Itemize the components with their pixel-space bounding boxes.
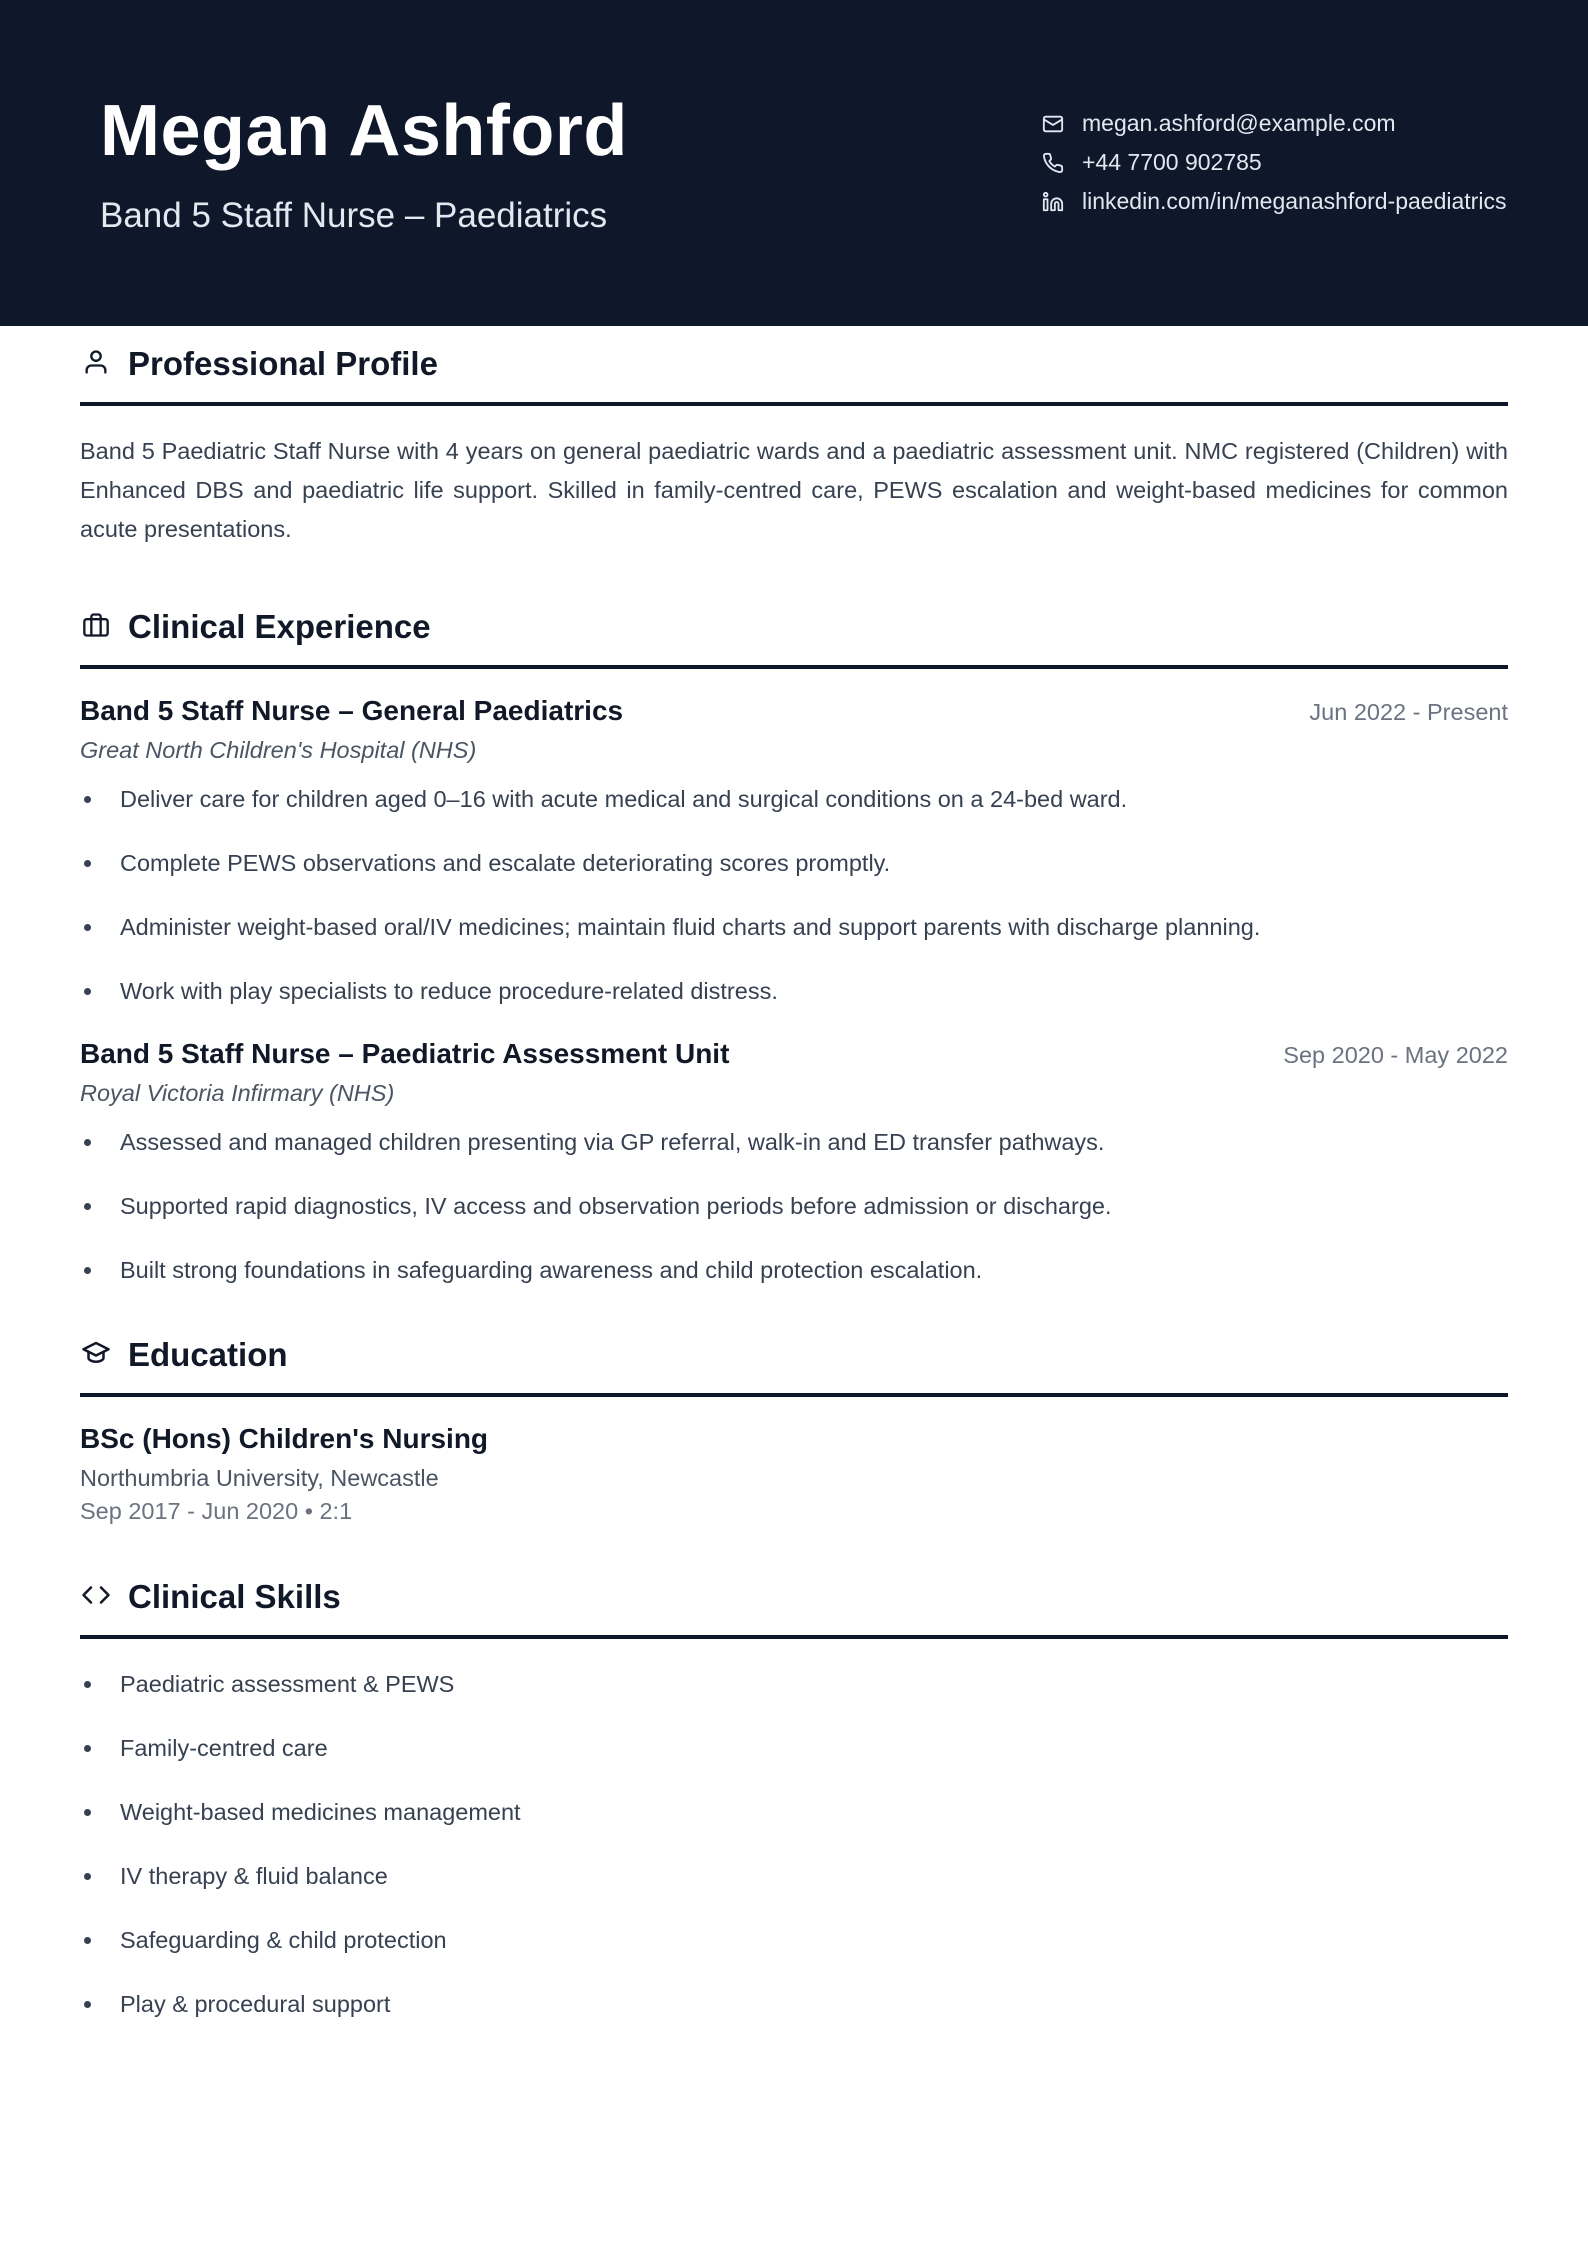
- section-title: Clinical Skills: [128, 1578, 341, 1615]
- section-title: Professional Profile: [128, 345, 438, 382]
- section-header: [80, 1559, 1508, 1639]
- profile-summary: Band 5 Paediatric Staff Nurse with 4 years on general paediatric wards and a paediatric assessment unit. NMC registered (Children) with Enhanced DBS and paediatric life support. Skilled in family-centred care, PEWS escalation and weight-based medicines for common acute presentations.: [80, 438, 1508, 542]
- list-item: Built strong foundations in safeguarding awareness and child protection escalation.: [80, 1253, 1508, 1287]
- job-role: Band 5 Staff Nurse – General Paediatrics: [80, 695, 624, 726]
- contact-phone[interactable]: [1040, 143, 1506, 182]
- list-item: Weight-based medicines management: [80, 1795, 1508, 1829]
- skills-section: [80, 1559, 1508, 2021]
- list-item: Complete PEWS observations and escalate deteriorating scores promptly.: [80, 846, 1508, 880]
- phone-text[interactable]: +44 7700 902785: [1082, 149, 1262, 175]
- resume-header: [0, 0, 1588, 326]
- contact-email[interactable]: [1040, 104, 1506, 143]
- list-item: IV therapy & fluid balance: [80, 1859, 1508, 1893]
- section-title: Education: [128, 1336, 288, 1373]
- list-item: Family-centred care: [80, 1731, 1508, 1765]
- candidate-title: Band 5 Staff Nurse – Paediatrics: [100, 196, 608, 235]
- candidate-name: Megan Ashford: [100, 91, 628, 171]
- linkedin-icon: [1040, 189, 1066, 215]
- mail-icon: [1040, 111, 1066, 137]
- institution: Northumbria University, Newcastle: [80, 1465, 439, 1491]
- list-item: Work with play specialists to reduce procedure-related distress.: [80, 974, 1508, 1008]
- job-organisation: Great North Children's Hospital (NHS): [80, 737, 477, 763]
- list-item: Assessed and managed children presenting via GP referral, walk-in and ED transfer pathways.: [80, 1125, 1508, 1159]
- contact-block: [1040, 104, 1506, 221]
- education-entry: [80, 1423, 1508, 1525]
- list-item: Safeguarding & child protection: [80, 1923, 1508, 1957]
- briefcase-icon: [80, 609, 112, 641]
- resume-body: [80, 326, 1508, 2051]
- list-item: Supported rapid diagnostics, IV access and observation periods before admission or discharge.: [80, 1189, 1508, 1223]
- list-item: Play & procedural support: [80, 1987, 1508, 2021]
- linkedin-text[interactable]: linkedin.com/in/meganashford-paediatrics: [1082, 188, 1507, 214]
- job-bullets: [80, 782, 1508, 1008]
- section-header: [80, 589, 1508, 669]
- email-text[interactable]: megan.ashford@example.com: [1082, 110, 1396, 136]
- section-header: [80, 1317, 1508, 1397]
- education-section: [80, 1317, 1508, 1525]
- code-icon: [80, 1579, 112, 1611]
- list-item: Administer weight-based oral/IV medicines; maintain fluid charts and support parents with discharge planning.: [80, 910, 1508, 944]
- job-role: Band 5 Staff Nurse – Paediatric Assessment Unit: [80, 1038, 730, 1069]
- job-dates: Jun 2022 - Present: [1309, 699, 1508, 725]
- section-header: [80, 326, 1508, 406]
- user-icon: [80, 346, 112, 378]
- job-dates: Sep 2020 - May 2022: [1283, 1042, 1508, 1068]
- experience-section: [80, 589, 1508, 1287]
- job-header: [80, 1038, 1508, 1070]
- job-organisation: Royal Victoria Infirmary (NHS): [80, 1080, 395, 1106]
- job-bullets: [80, 1125, 1508, 1287]
- degree-title: BSc (Hons) Children's Nursing: [80, 1423, 489, 1454]
- job-entry: [80, 1038, 1508, 1287]
- job-header: [80, 695, 1508, 727]
- list-item: Paediatric assessment & PEWS: [80, 1667, 1508, 1701]
- list-item: Deliver care for children aged 0–16 with acute medical and surgical conditions on a 24-bed ward.: [80, 782, 1508, 816]
- profile-section: [80, 326, 1508, 549]
- phone-icon: [1040, 150, 1066, 176]
- education-dates-grade: Sep 2017 - Jun 2020 • 2:1: [80, 1498, 353, 1524]
- graduation-cap-icon: [80, 1337, 112, 1369]
- contact-linkedin[interactable]: [1040, 182, 1506, 221]
- skills-list: [80, 1667, 1508, 2021]
- job-entry: [80, 695, 1508, 1008]
- section-title: Clinical Experience: [128, 608, 431, 645]
